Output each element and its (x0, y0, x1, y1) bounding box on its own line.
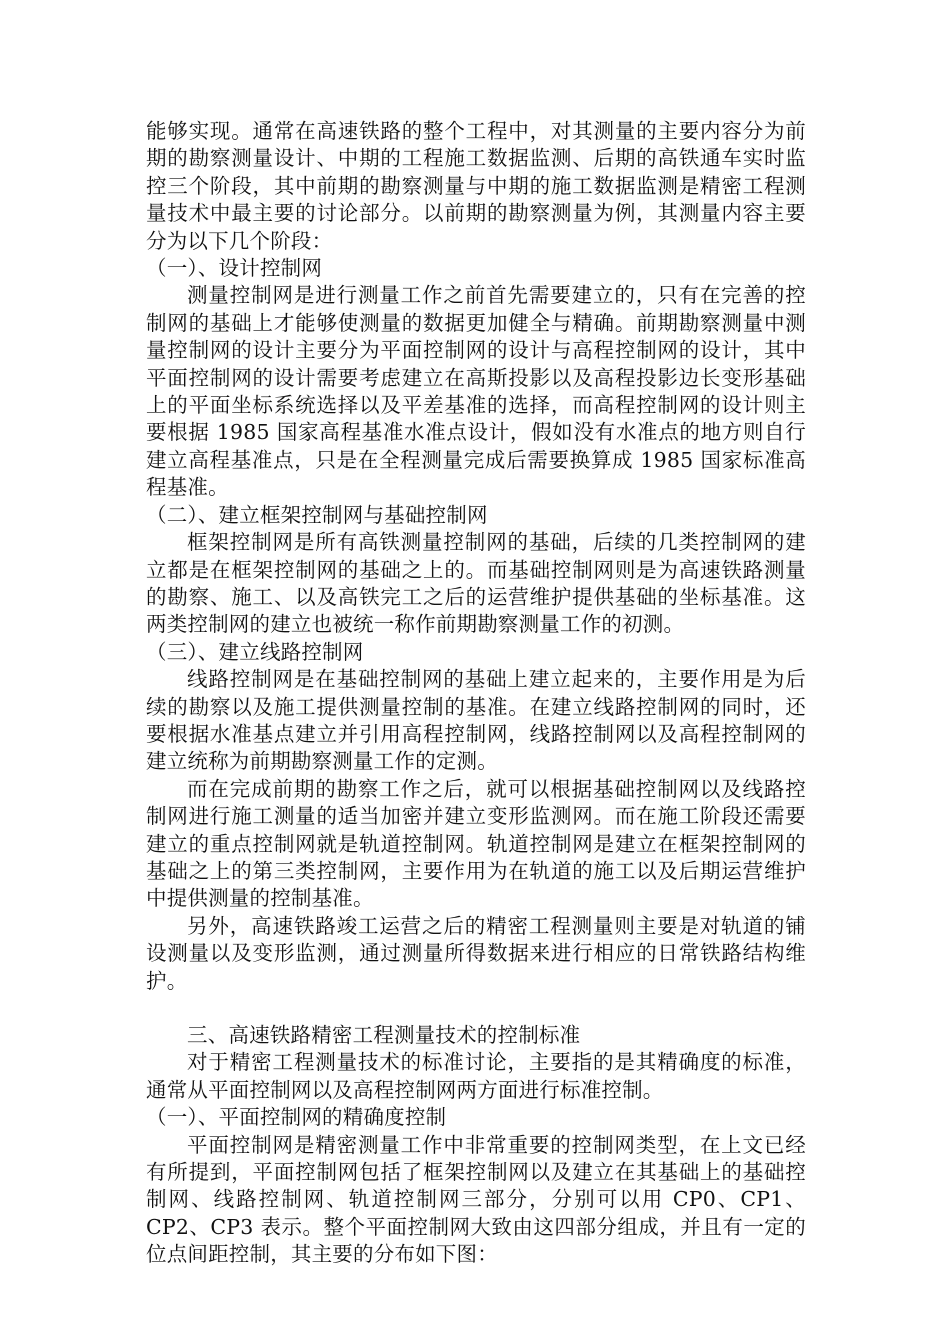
heading-framework-basic-network: （二）、建立框架控制网与基础控制网 (146, 502, 488, 527)
heading-plane-network-precision: （一）、平面控制网的精确度控制 (146, 1105, 447, 1130)
paragraph-framework-network: 框架控制网是所有高铁测量控制网的基础，后续的几类控制网的建立都是在框架控制网的基础之上的。而基础控制网则是为高速铁路测量的勘察、施工、以及高铁完工之后的运营维护提供基础的坐标基准。这两类控制网的建立也被统一称作前期勘察测量工作的初测。 (146, 530, 806, 637)
heading-control-standards: 三、高速铁路精密工程测量技术的控制标准 (187, 1023, 581, 1047)
paragraph-operation-survey: 另外，高速铁路竣工运营之后的精密工程测量则主要是对轨道的铺设测量以及变形监测，通过测量所得数据来进行相应的日常铁路结构维护。 (146, 913, 806, 993)
document-body (146, 118, 806, 1269)
paragraph-plane-network: 平面控制网是精密测量工作中非常重要的控制网类型，在上文已经有所提到，平面控制网包括了框架控制网以及建立在其基础上的基础控制网、线路控制网、轨道控制网三部分，分别可以用 CP0、CP1、CP2、CP3 表示。整个平面控制网大致由这四部分组成，并且有一定的位点间距控制，其主要的分布如下图： (146, 1132, 806, 1267)
paragraph-control-network-design: 测量控制网是进行测量工作之前首先需要建立的，只有在完善的控制网的基础上才能够使测量的数据更加健全与精确。前期勘察测量中测量控制网的设计主要分为平面控制网的设计与高程控制网的设计，其中平面控制网的设计需要考虑建立在高斯投影以及高程投影边长变形基础上的平面坐标系统选择以及平差基准的选择，而高程控制网的设计则主要根据 1985 国家高程基准水准点设计，假如没有水准点的地方则自行建立高程基准点，只是在全程测量完成后需要换算成 1985 国家标准高程基准。 (146, 283, 806, 500)
heading-design-control-network: （一）、设计控制网 (146, 256, 323, 281)
paragraph-precision-standard: 对于精密工程测量技术的标准讨论，主要指的是其精确度的标准，通常从平面控制网以及高程控制网两方面进行标准控制。 (146, 1050, 806, 1102)
paragraph-construction-survey: 而在完成前期的勘察工作之后，就可以根据基础控制网以及线路控制网进行施工测量的适当加密并建立变形监测网。而在施工阶段还需要建立的重点控制网就是轨道控制网。轨道控制网是建立在框架控制网的基础之上的第三类控制网，主要作用为在轨道的施工以及后期运营维护中提供测量的控制基准。 (146, 776, 806, 911)
section-gap (146, 995, 806, 1022)
paragraph-route-network: 线路控制网是在基础控制网的基础上建立起来的，主要作用是为后续的勘察以及施工提供测量控制的基准。在建立线路控制网的同时，还要根据水准基点建立并引用高程控制网，线路控制网以及高程控制网的建立统称为前期勘察测量工作的定测。 (146, 667, 806, 774)
heading-route-control-network: （三）、建立线路控制网 (146, 639, 364, 664)
paragraph-survey-stages: 能够实现。通常在高速铁路的整个工程中，对其测量的主要内容分为前期的勘察测量设计、中期的工程施工数据监测、后期的高铁通车实时监控三个阶段，其中前期的勘察测量与中期的施工数据监测是精密工程测量技术中最主要的讨论部分。以前期的勘察测量为例，其测量内容主要分为以下几个阶段： (146, 119, 806, 253)
